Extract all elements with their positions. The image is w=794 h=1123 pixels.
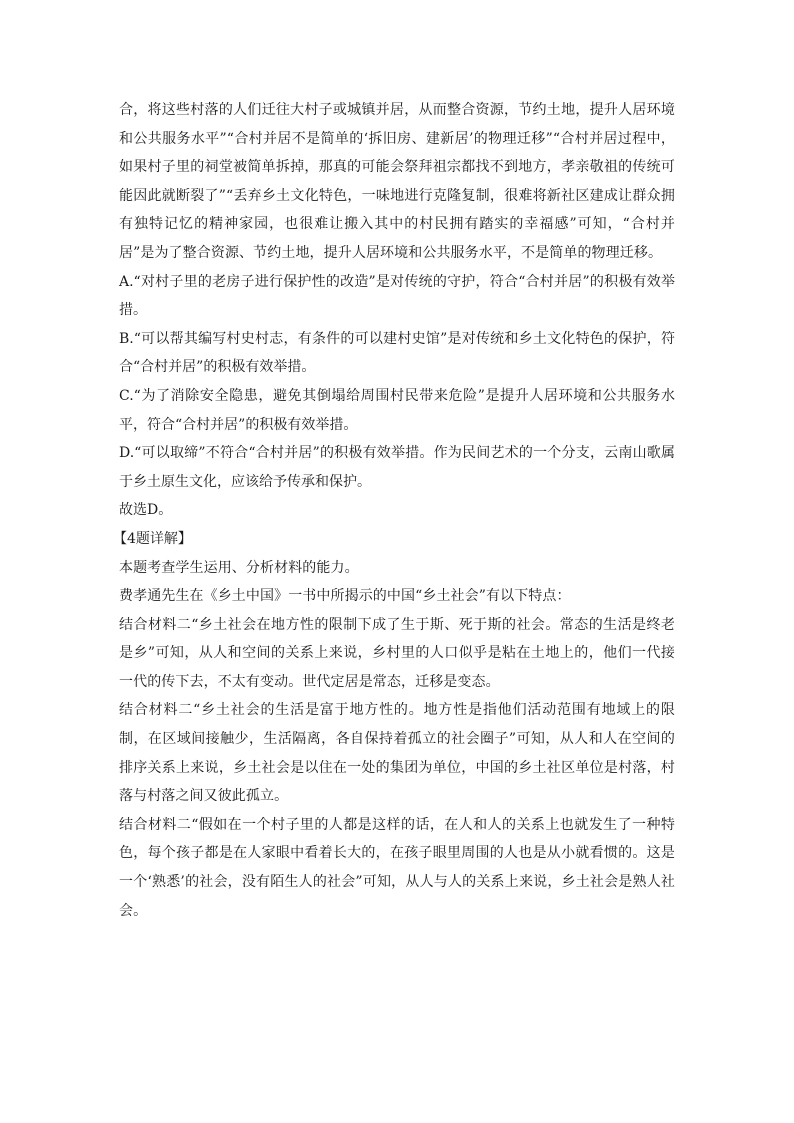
question-4-intro: 本题考查学生运用、分析材料的能力。 — [119, 559, 359, 576]
analysis-paragraph: 合，将这些村落的人们迁往大村子或城镇并居，从而整合资源，节约土地，提升人居环境和公共服务水平”“合村并居不是简单的‘拆旧房、建新居’的物理迁移”“合村并居过程中，如果村子里的祠堂被简单拆掉，那真的可能会祭拜祖宗都找不到地方，孝亲敬祖的传统可能因此就断裂了”“丢弃乡土文化特色，一味地进行克隆复制，很难将新社区建成让群众拥有独特记忆的精神家园，也很难让搬入其中的村民拥有踏实的幸福感”可知，“合村并居”是为了整合资源、节约土地，提升人居环境和公共服务水平，不是简单的物理迁移。 — [119, 102, 675, 261]
point-paragraph: 结合材料二“乡土社会的生活是富于地方性的。地方性是指他们活动范围有地域上的限制，在区域间接触少，生活隔离，各自保持着孤立的社会圈子”可知，从人和人在空间的排序关系上来说，乡土社会是以住在一处的集团为单位，中国的乡土社区单位是村落，村落与村落之间又彼此孤立。 — [119, 702, 675, 805]
answer-line: 故选D。 — [119, 502, 173, 519]
question-4-heading: 【4题详解】 — [113, 530, 192, 547]
point-paragraph: 结合材料二“假如在一个村子里的人都是这样的话，在人和人的关系上也就发生了一种特色，每个孩子都是在人家眼中看着长大的，在孩子眼里周围的人也是从小就看惯的。这是一个‘熟悉’的社会，没有陌生人的社会”可知，从人与人的关系上来说，乡土社会是熟人社会。 — [119, 816, 675, 919]
option-b: B.“可以帮其编写村史村志，有条件的可以建村史馆”是对传统和乡土文化特色的保护，符合“合村并居”的积极有效举措。 — [119, 330, 675, 376]
question-4-lead: 费孝通先生在《乡土中国》一书中所揭示的中国“乡土社会”有以下特点： — [119, 588, 571, 605]
option-d: D.“可以取缔”不符合“合村并居”的积极有效举措。作为民间艺术的一个分支，云南山歌属于乡土原生文化，应该给予传承和保护。 — [119, 445, 675, 490]
point-paragraph: 结合材料二“乡土社会在地方性的限制下成了生于斯、死于斯的社会。常态的生活是终老是乡”可知，从人和空间的关系上来说，乡村里的人口似乎是粘在土地上的，他们一代接一代的传下去，不太有变动。世代定居是常态，迁移是变态。 — [119, 616, 675, 690]
option-a: A.“对村子里的老房子进行保护性的改造”是对传统的守护，符合“合村并居”的积极有效举措。 — [119, 273, 675, 319]
document-page — [113, 96, 675, 925]
option-c: C.“为了消除安全隐患，避免其倒塌给周围村民带来危险”是提升人居环境和公共服务水平，符合“合村并居”的积极有效举措。 — [119, 387, 675, 433]
